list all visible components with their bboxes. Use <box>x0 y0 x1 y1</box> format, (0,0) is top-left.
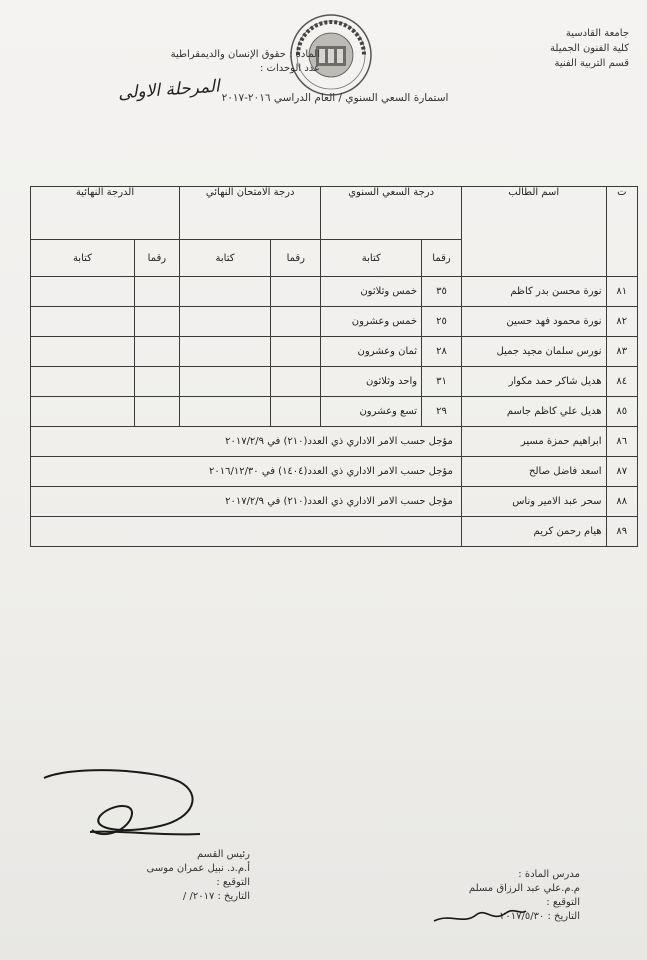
table-row <box>31 457 638 487</box>
row-index: ٨٩ <box>606 517 637 547</box>
student-name: هديل علي كاظم جاسم <box>461 397 606 427</box>
exam-number <box>271 307 321 337</box>
table-header-row <box>31 187 638 240</box>
exam-words <box>179 277 270 307</box>
row-index: ٨٢ <box>606 307 637 337</box>
final-words <box>31 367 135 397</box>
subheader-words: كتابة <box>321 240 422 277</box>
hod-date: التاريخ : ٢٠١٧/ / <box>182 891 250 902</box>
university-name: جامعة القادسية <box>565 28 629 39</box>
grades-table <box>30 186 638 547</box>
student-name: اسعد فاضل صالح <box>461 457 606 487</box>
table-row <box>31 337 638 367</box>
student-name: نورة محسن بدر كاظم <box>461 277 606 307</box>
final-words <box>31 277 135 307</box>
units-label: عدد الوحدات : <box>259 63 320 74</box>
final-words <box>31 337 135 367</box>
table-row <box>31 277 638 307</box>
head-of-department-block <box>90 848 250 904</box>
final-words <box>31 307 135 337</box>
hod-signature-label: التوقيع : <box>216 877 250 888</box>
final-number <box>134 397 179 427</box>
table-row <box>31 397 638 427</box>
final-number <box>134 307 179 337</box>
teacher-name: م.م.علي عبد الرزاق مسلم <box>468 883 580 894</box>
exam-number <box>271 277 321 307</box>
department-name: قسم التربية الفنية <box>554 58 629 69</box>
exam-number <box>271 397 321 427</box>
annual-number: ٢٥ <box>422 307 462 337</box>
row-index: ٨٣ <box>606 337 637 367</box>
table-row <box>31 307 638 337</box>
student-name: نورة محمود فهد حسين <box>461 307 606 337</box>
form-title: استمارة السعي السنوي / العام الدراسي ٢٠١٦-٢٠١٧ <box>221 92 449 104</box>
column-header-exam: درجة الامتحان النهائي <box>179 187 321 240</box>
final-words <box>31 397 135 427</box>
subheader-number: رقما <box>271 240 321 277</box>
column-header-annual: درجة السعي السنوي <box>321 187 461 240</box>
annual-number: ٢٨ <box>422 337 462 367</box>
column-header-student-name: اسم الطالب <box>461 187 606 277</box>
exam-number <box>271 367 321 397</box>
final-number <box>134 367 179 397</box>
annual-number: ٢٩ <box>422 397 462 427</box>
final-number <box>134 337 179 367</box>
subheader-number: رقما <box>134 240 179 277</box>
teacher-signature <box>430 895 530 930</box>
subheader-words: كتابة <box>179 240 270 277</box>
teacher-date: التاريخ : ٢٠١٧/٥/٣٠ <box>499 911 580 922</box>
table-row <box>31 427 638 457</box>
annual-words: واحد وثلاثون <box>321 367 422 397</box>
institution-header <box>459 26 629 71</box>
deferral-note <box>31 517 462 547</box>
deferral-note: مؤجل حسب الامر الاداري ذي العدد(٢١٠) في ٢٠١٧/٢/٩ <box>31 427 462 457</box>
hod-role: رئيس القسم <box>196 849 250 860</box>
table-row <box>31 517 638 547</box>
column-header-final: الدرجة النهائية <box>31 187 180 240</box>
annual-number: ٣٥ <box>422 277 462 307</box>
hod-name: أ.م.د. نبيل عمران موسى <box>146 863 250 874</box>
exam-number <box>271 337 321 367</box>
course-info <box>150 48 320 76</box>
teacher-signature-label: التوقيع : <box>546 897 580 908</box>
student-name: ابراهيم حمزة مسير <box>461 427 606 457</box>
stage-handwritten: المرحلة الاولى <box>117 76 221 104</box>
exam-words <box>179 397 270 427</box>
table-row <box>31 487 638 517</box>
row-index: ٨١ <box>606 277 637 307</box>
annual-number: ٣١ <box>422 367 462 397</box>
deferral-note: مؤجل حسب الامر الاداري ذي العدد(٢١٠) في ٢٠١٧/٢/٩ <box>31 487 462 517</box>
row-index: ٨٧ <box>606 457 637 487</box>
subheader-words: كتابة <box>31 240 135 277</box>
exam-words <box>179 307 270 337</box>
row-index: ٨٤ <box>606 367 637 397</box>
table-row <box>31 367 638 397</box>
column-header-index: ت <box>606 187 637 277</box>
teacher-role: مدرس المادة : <box>518 869 580 880</box>
row-index: ٨٨ <box>606 487 637 517</box>
subheader-number: رقما <box>422 240 462 277</box>
student-name: هديل شاكر حمد مكوار <box>461 367 606 397</box>
student-name: سحر عبد الامير وناس <box>461 487 606 517</box>
annual-words: خمس وعشرون <box>321 307 422 337</box>
subject-label: المادة : حقوق الإنسان والديمقراطية <box>170 49 320 60</box>
head-of-department-signature <box>30 760 220 850</box>
deferral-note: مؤجل حسب الامر الاداري ذي العدد(١٤٠٤) في ٢٠١٦/١٢/٣٠ <box>31 457 462 487</box>
annual-words: خمس وثلاثون <box>321 277 422 307</box>
row-index: ٨٥ <box>606 397 637 427</box>
student-name: هيام رحمن كريم <box>461 517 606 547</box>
annual-words: تسع وعشرون <box>321 397 422 427</box>
exam-words <box>179 337 270 367</box>
final-number <box>134 277 179 307</box>
row-index: ٨٦ <box>606 427 637 457</box>
student-name: نورس سلمان مجيد جميل <box>461 337 606 367</box>
exam-words <box>179 367 270 397</box>
college-name: كلية الفنون الجميلة <box>550 43 629 54</box>
annual-words: ثمان وعشرون <box>321 337 422 367</box>
